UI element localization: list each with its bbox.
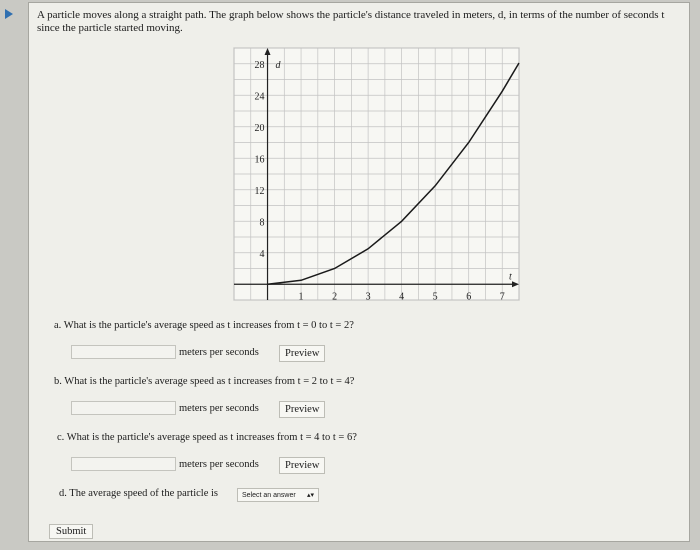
- select-arrows-icon: ▴▾: [306, 492, 314, 499]
- submit-button[interactable]: Submit: [49, 524, 93, 539]
- question-panel: [28, 2, 690, 542]
- unit-label-a: meters per seconds: [179, 347, 259, 358]
- preview-button-a[interactable]: Preview: [279, 345, 325, 362]
- preview-button-c[interactable]: Preview: [279, 457, 325, 474]
- unit-label-c: meters per seconds: [179, 459, 259, 470]
- y-tick-label: 16: [254, 154, 265, 166]
- x-axis-label: t: [509, 271, 512, 283]
- y-tick-label: 12: [254, 185, 265, 197]
- answer-b-input[interactable]: [71, 401, 176, 415]
- y-tick-label: 4: [259, 248, 265, 260]
- select-value: Select an answer: [242, 491, 296, 499]
- y-tick-label: 8: [259, 217, 265, 229]
- preview-button-b[interactable]: Preview: [279, 401, 325, 418]
- distance-time-graph: [229, 43, 524, 305]
- x-tick-label: 7: [499, 291, 505, 303]
- answer-d-select[interactable]: [237, 488, 319, 502]
- x-tick-label: 3: [365, 291, 371, 303]
- y-axis-label: d: [275, 60, 281, 71]
- question-a: a. What is the particle's average speed as t increases from t = 0 to t = 2?: [54, 320, 354, 331]
- x-tick-label: 5: [432, 291, 438, 303]
- x-tick-label: 4: [399, 291, 405, 303]
- x-tick-label: 2: [332, 291, 338, 303]
- answer-c-input[interactable]: [71, 457, 176, 471]
- x-tick-label: 6: [466, 291, 472, 303]
- question-d: d. The average speed of the particle is: [59, 488, 218, 499]
- y-tick-label: 24: [254, 91, 265, 103]
- play-icon[interactable]: [5, 9, 13, 19]
- y-tick-label: 28: [254, 59, 265, 71]
- problem-prompt: A particle moves along a straight path. The graph below shows the particle's distance traveled in meters, d, in terms of the number of seconds t since the particle started moving.: [37, 9, 665, 34]
- unit-label-b: meters per seconds: [179, 403, 259, 414]
- question-c: c. What is the particle's average speed as t increases from t = 4 to t = 6?: [57, 432, 357, 443]
- answer-a-input[interactable]: [71, 345, 176, 359]
- question-b: b. What is the particle's average speed as t increases from t = 2 to t = 4?: [54, 376, 355, 387]
- x-tick-label: 1: [298, 291, 304, 303]
- y-tick-label: 20: [254, 122, 265, 134]
